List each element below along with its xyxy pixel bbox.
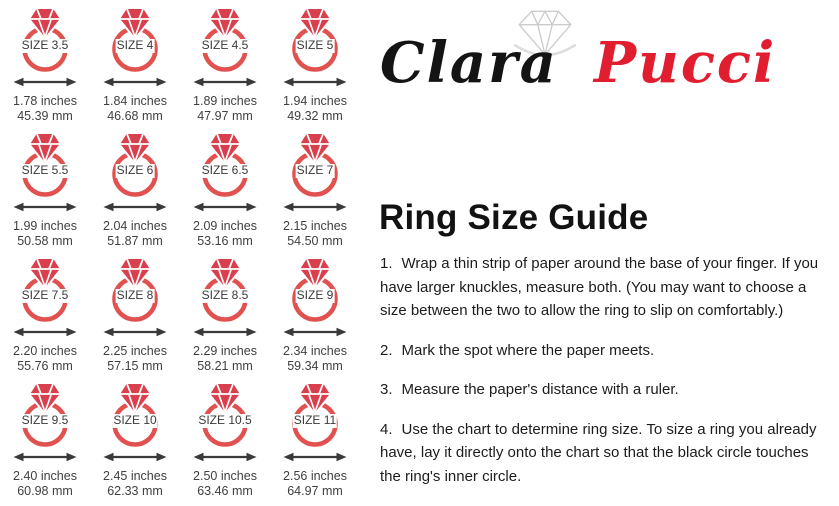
step-text: Mark the spot where the paper meets. [401, 341, 655, 359]
ring-measurement [270, 94, 360, 123]
ring-size-cell [90, 6, 180, 131]
ring-measurement [270, 219, 360, 248]
ring-measurement [90, 94, 180, 123]
ring-size-label: SIZE 10.5 [198, 413, 252, 427]
ring-size-grid [0, 6, 360, 506]
ring-size-cell [180, 131, 270, 256]
diameter-inches: 2.04 inches [103, 219, 167, 233]
ring-measurement [0, 94, 90, 123]
diameter-arrow-icon [283, 201, 347, 213]
diameter-arrow-icon [193, 201, 257, 213]
guide-title: Ring Size Guide [379, 198, 649, 237]
ring-size-cell [90, 381, 180, 506]
diameter-mm: 57.15 mm [107, 358, 163, 373]
diameter-inches: 2.09 inches [193, 219, 257, 233]
ring-size-cell [0, 256, 90, 381]
diameter-arrow-icon [13, 76, 77, 88]
step-number: 3. [380, 381, 393, 398]
diameter-arrow-icon [193, 451, 257, 463]
ring-size-label: SIZE 6.5 [201, 163, 249, 177]
ring-size-label: SIZE 5.5 [21, 163, 69, 177]
ring-size-label: SIZE 7.5 [21, 288, 69, 302]
diameter-mm: 46.68 mm [107, 108, 163, 123]
ring-size-label: SIZE 9 [296, 288, 334, 302]
diameter-mm: 55.76 mm [17, 358, 73, 373]
ring-size-label: SIZE 10 [113, 413, 157, 427]
diameter-mm: 50.58 mm [17, 233, 73, 248]
ring-size-cell [90, 256, 180, 381]
ring-size-cell [180, 256, 270, 381]
diameter-arrow-icon [283, 451, 347, 463]
ring-size-label: SIZE 8.5 [201, 288, 249, 302]
ring-size-cell [0, 381, 90, 506]
step-number: 1. [380, 255, 393, 272]
diameter-inches: 1.99 inches [13, 219, 77, 233]
guide-step-3 [380, 378, 832, 402]
diameter-arrow-icon [13, 451, 77, 463]
step-number: 4. [380, 420, 393, 438]
diameter-mm: 47.97 mm [197, 108, 253, 123]
diameter-mm: 51.87 mm [107, 233, 163, 248]
ring-measurement [180, 94, 270, 123]
ring-measurement [180, 344, 270, 373]
diameter-inches: 2.50 inches [193, 469, 257, 483]
diameter-mm: 64.97 mm [287, 483, 343, 498]
ring-size-cell [0, 131, 90, 256]
ring-measurement [0, 344, 90, 373]
diameter-mm: 60.98 mm [17, 483, 73, 498]
ring-measurement [180, 219, 270, 248]
ring-size-label: SIZE 3.5 [21, 38, 69, 52]
diameter-arrow-icon [13, 326, 77, 338]
ring-size-cell [90, 131, 180, 256]
diameter-inches: 2.56 inches [283, 469, 347, 483]
ring-measurement [90, 344, 180, 373]
ring-size-cell [270, 256, 360, 381]
step-number: 2. [380, 341, 393, 359]
diameter-arrow-icon [283, 326, 347, 338]
ring-size-cell [270, 131, 360, 256]
ring-size-cell [270, 381, 360, 506]
diameter-inches: 1.94 inches [283, 94, 347, 108]
diameter-mm: 45.39 mm [17, 108, 73, 123]
diameter-mm: 58.21 mm [197, 358, 253, 373]
ring-measurement [90, 469, 180, 498]
diameter-inches: 1.78 inches [13, 94, 77, 108]
ring-measurement [0, 219, 90, 248]
diameter-mm: 53.16 mm [197, 233, 253, 248]
diameter-mm: 49.32 mm [287, 108, 343, 123]
diameter-mm: 63.46 mm [197, 483, 253, 498]
guide-step-1 [380, 252, 832, 323]
diameter-inches: 2.15 inches [283, 219, 347, 233]
diameter-arrow-icon [13, 201, 77, 213]
guide-step-4 [380, 418, 832, 489]
guide-step-2 [380, 339, 832, 363]
ring-size-label: SIZE 6 [116, 163, 154, 177]
diameter-inches: 2.45 inches [103, 469, 167, 483]
ring-size-label: SIZE 8 [116, 288, 154, 302]
diameter-arrow-icon [193, 76, 257, 88]
diameter-inches: 2.40 inches [13, 469, 77, 483]
ring-size-label: SIZE 9.5 [21, 413, 69, 427]
diameter-inches: 2.29 inches [193, 344, 257, 358]
diameter-mm: 54.50 mm [287, 233, 343, 248]
ring-size-label: SIZE 11 [293, 413, 337, 427]
brand-name-first: Clara [380, 30, 558, 96]
ring-size-label: SIZE 5 [296, 38, 334, 52]
ring-measurement [270, 344, 360, 373]
ring-size-label: SIZE 4.5 [201, 38, 249, 52]
ring-size-cell [270, 6, 360, 131]
diameter-inches: 2.34 inches [283, 344, 347, 358]
brand-name-second: Pucci [594, 30, 777, 96]
ring-size-cell [0, 6, 90, 131]
ring-size-cell [180, 381, 270, 506]
diameter-inches: 1.84 inches [103, 94, 167, 108]
diameter-inches: 2.20 inches [13, 344, 77, 358]
ring-measurement [180, 469, 270, 498]
guide-steps [380, 252, 832, 504]
diameter-arrow-icon [193, 326, 257, 338]
ring-measurement [0, 469, 90, 498]
diameter-arrow-icon [103, 451, 167, 463]
diameter-arrow-icon [103, 201, 167, 213]
ring-size-label: SIZE 4 [116, 38, 154, 52]
diameter-arrow-icon [103, 326, 167, 338]
ring-size-cell [180, 6, 270, 131]
diameter-mm: 62.33 mm [107, 483, 163, 498]
diameter-inches: 2.25 inches [103, 344, 167, 358]
step-text: Use the chart to determine ring size. To size a ring you already have, lay it directly onto the chart so that the black circle touches the ring's inner circle. [380, 420, 817, 485]
brand-logo [378, 10, 798, 106]
ring-measurement [90, 219, 180, 248]
step-text: Measure the paper's distance with a ruler. [401, 381, 679, 398]
ring-size-label: SIZE 7 [296, 163, 334, 177]
diameter-arrow-icon [283, 76, 347, 88]
diameter-arrow-icon [103, 76, 167, 88]
step-text: Wrap a thin strip of paper around the base of your finger. If you have larger knuckles, measure both. (You may want to choose a size between the two to allow the ring to slip on comfortably.) [380, 255, 819, 319]
diameter-inches: 1.89 inches [193, 94, 257, 108]
ring-measurement [270, 469, 360, 498]
diameter-mm: 59.34 mm [287, 358, 343, 373]
